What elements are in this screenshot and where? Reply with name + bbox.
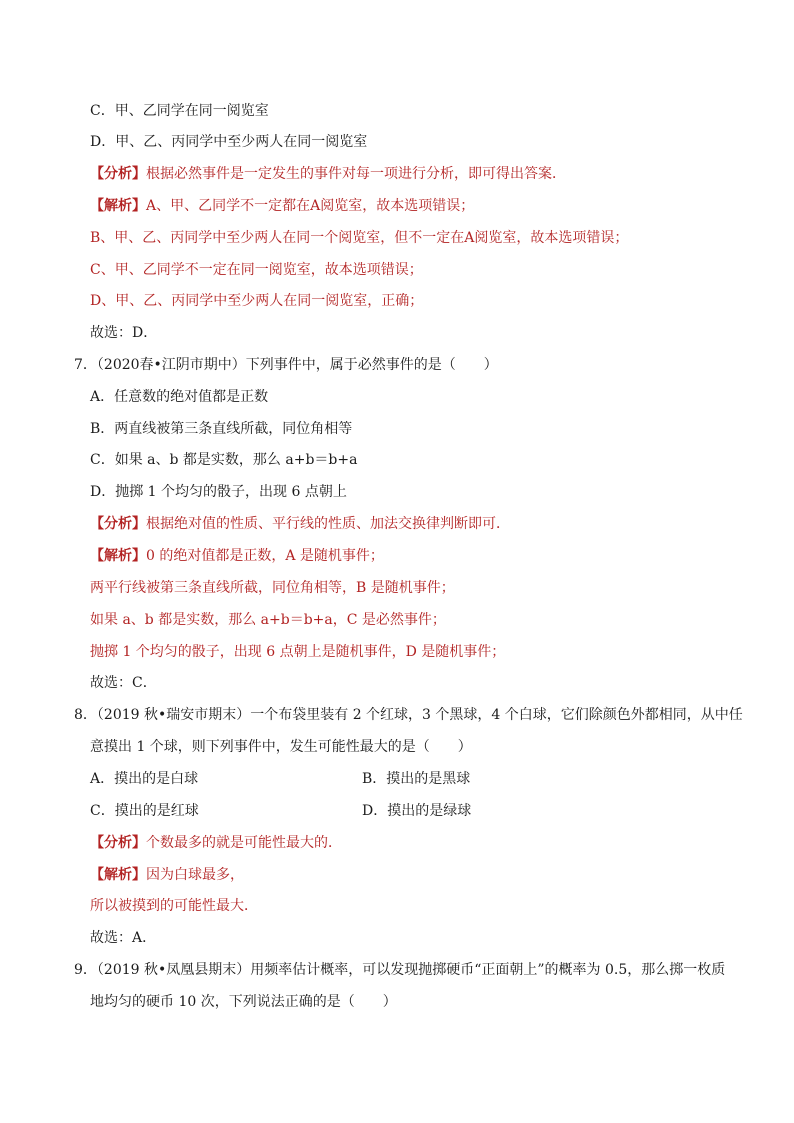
- p8-solution-line-1: [90, 865, 244, 885]
- p7-option-a: A．任意数的绝对值都是正数: [90, 389, 269, 405]
- p8-option-a: A．摸出的是白球: [90, 771, 199, 787]
- p6-solution-line-3: C、甲、乙同学不一定在同一阅览室，故本选项错误；: [90, 262, 423, 278]
- p8-solution-line-2: 所以被摸到的可能性最大．: [90, 898, 258, 914]
- p7-analysis: [90, 514, 510, 534]
- p6-answer: 故选：D．: [90, 325, 158, 341]
- p8-analysis: [90, 833, 342, 853]
- p7-answer: 故选：C．: [90, 675, 157, 691]
- p7-option-b: B．两直线被第三条直线所截，同位角相等: [90, 421, 353, 437]
- p7-solution-line-1: [90, 546, 384, 566]
- p7-solution-line-4: 抛掷 1 个均匀的骰子，出现 6 点朝上是随机事件，D 是随机事件；: [90, 644, 506, 660]
- p9-stem-line-1: 9．（2019 秋•凤凰县期末）用频率估计概率，可以发现抛掷硬币“正面朝上”的概率为 0.5，那么掷一枚质: [74, 962, 726, 978]
- analysis-text: 根据绝对值的性质、平行线的性质、加法交换律判断即可．: [146, 516, 510, 532]
- p6-option-c: C．甲、乙同学在同一阅览室: [90, 103, 269, 119]
- p8-stem-line-2: 意摸出 1 个球，则下列事件中，发生可能性最大的是（ ）: [90, 739, 472, 755]
- p7-solution-line-3: 如果 a、b 都是实数，那么 a+b＝b+a，C 是必然事件；: [90, 612, 446, 628]
- p8-answer: 故选：A．: [90, 930, 157, 946]
- solution-text: A、甲、乙同学不一定都在A阅览室，故本选项错误；: [146, 198, 475, 214]
- p6-analysis: [90, 164, 566, 184]
- analysis-tag: 【分析】: [90, 166, 146, 182]
- p6-solution-line-4: D、甲、乙、丙同学中至少两人在同一阅览室，正确；: [90, 293, 424, 309]
- analysis-text: 个数最多的就是可能性最大的．: [146, 835, 342, 851]
- p8-option-b: B．摸出的是黑球: [362, 771, 471, 787]
- solution-tag: 【解析】: [90, 867, 146, 883]
- analysis-text: 根据必然事件是一定发生的事件对每一项进行分析，即可得出答案．: [146, 166, 566, 182]
- p8-stem-line-1: 8．（2019 秋•瑞安市期末）一个布袋里装有 2 个红球，3 个黑球，4 个白球，它们除颜色外都相同，从中任: [74, 707, 743, 723]
- p7-stem: 7．（2020春•江阴市期中）下列事件中，属于必然事件的是（ ）: [74, 357, 498, 373]
- analysis-tag: 【分析】: [90, 835, 146, 851]
- p8-options-row-1: [90, 769, 690, 789]
- p7-solution-line-2: 两平行线被第三条直线所截，同位角相等，B 是随机事件；: [90, 580, 455, 596]
- p8-option-c: C．摸出的是红球: [90, 803, 199, 819]
- p8-options-row-2: [90, 801, 690, 821]
- p8-option-d: D．摸出的是绿球: [362, 803, 472, 819]
- solution-text: 因为白球最多，: [146, 867, 244, 883]
- solution-tag: 【解析】: [90, 198, 146, 214]
- p7-option-c: C．如果 a、b 都是实数，那么 a+b＝b+a: [90, 452, 358, 468]
- analysis-tag: 【分析】: [90, 516, 146, 532]
- solution-text: 0 的绝对值都是正数，A 是随机事件；: [146, 548, 384, 564]
- p9-stem-line-2: 地均匀的硬币 10 次，下列说法正确的是（ ）: [90, 994, 397, 1010]
- p7-option-d: D．抛掷 1 个均匀的骰子，出现 6 点朝上: [90, 484, 347, 500]
- p6-option-d: D．甲、乙、丙同学中至少两人在同一阅览室: [90, 134, 368, 150]
- p6-solution-line-2: B、甲、乙、丙同学中至少两人在同一个阅览室，但不一定在A阅览室，故本选项错误；: [90, 230, 629, 246]
- p6-solution-line-1: [90, 196, 474, 216]
- solution-tag: 【解析】: [90, 548, 146, 564]
